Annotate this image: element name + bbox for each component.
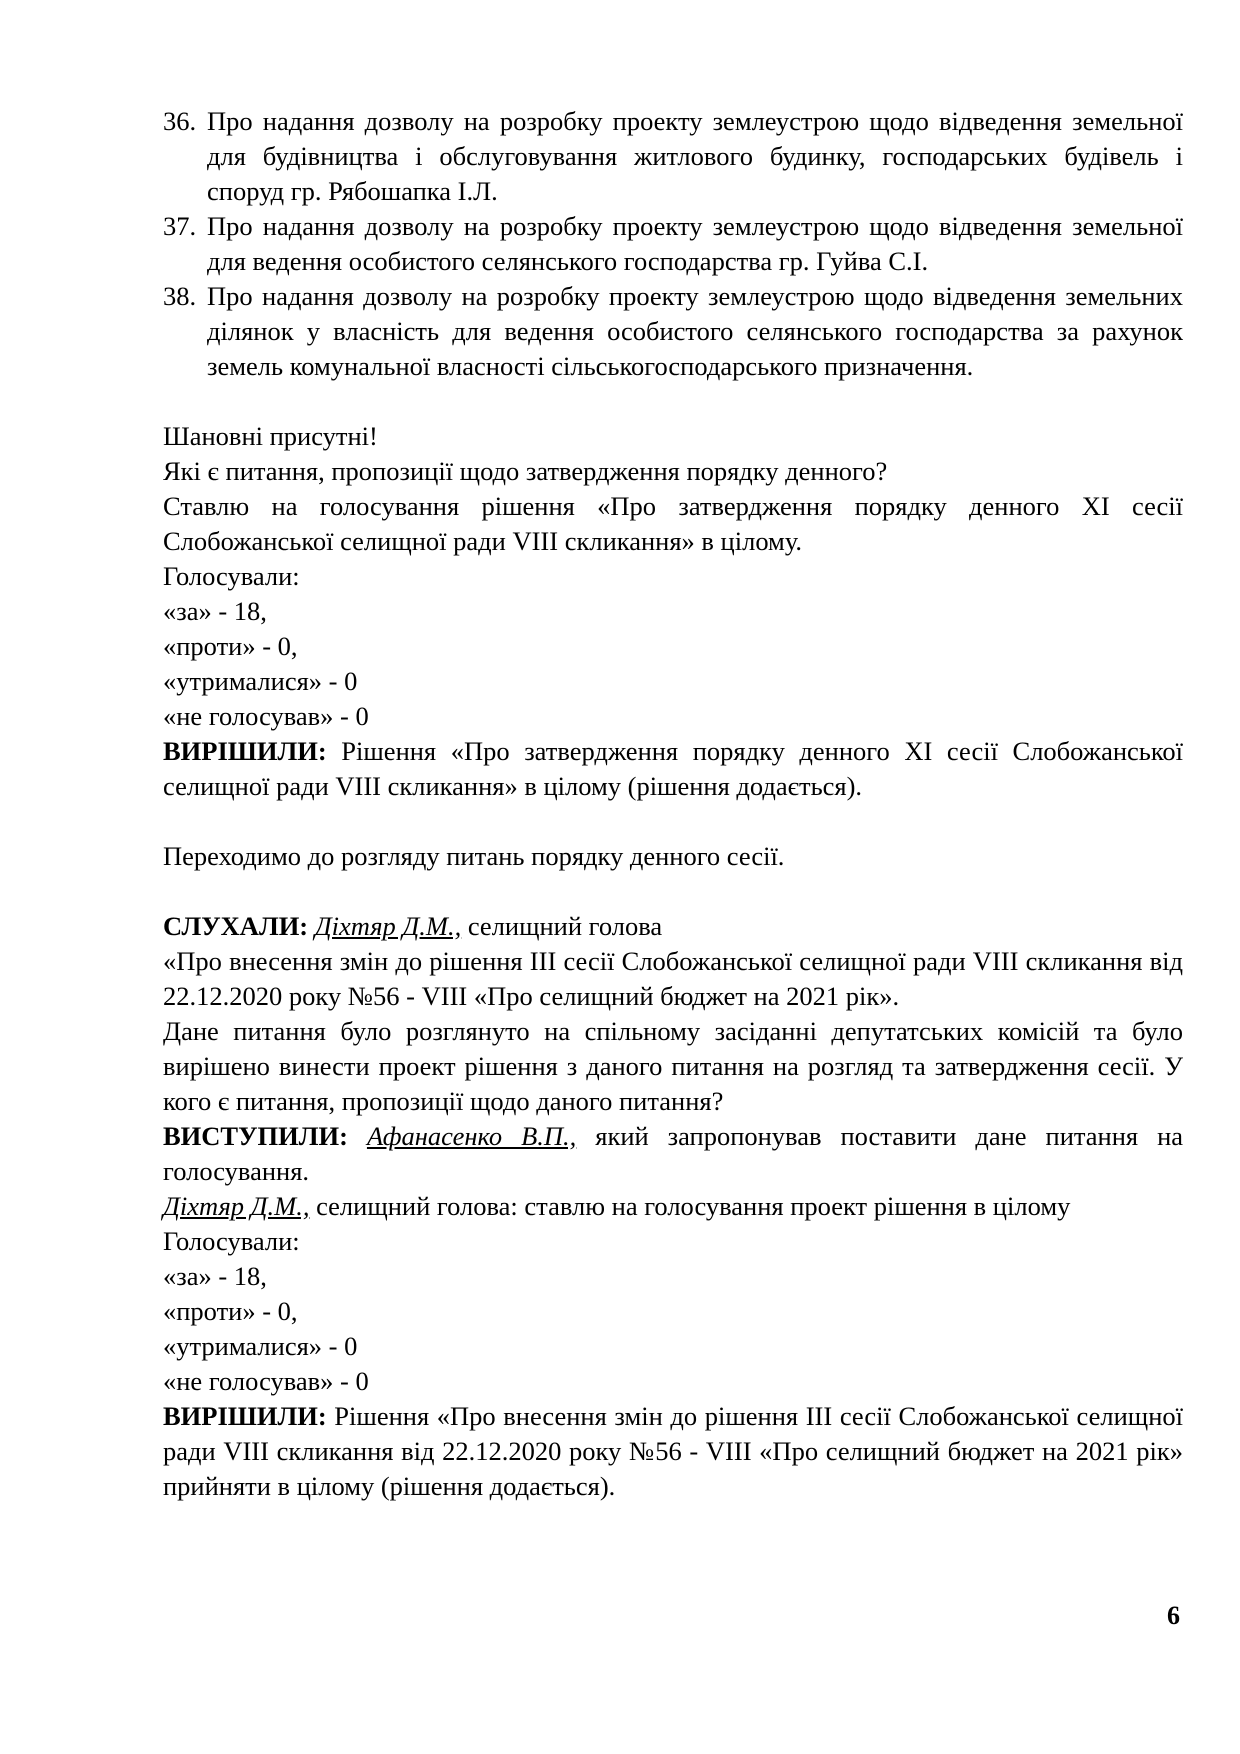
spacer xyxy=(163,804,1183,839)
vote-against: «проти» - 0, xyxy=(163,631,298,661)
decided-text: Рішення «Про затвердження порядку денного XI сесії Слобожанської селищної ради VIII скликання» в цілому (рішення додається). xyxy=(163,736,1183,801)
vote-for: «за» - 18, xyxy=(163,596,267,626)
vote-not-voted: «не голосував» - 0 xyxy=(163,1366,369,1396)
spacer xyxy=(163,384,1183,419)
spoke-line xyxy=(163,1119,1183,1189)
issue-discussion: Дане питання було розглянуто на спільному засіданні депутатських комісій та було вирішено винести проект рішення з даного питання на розгляд та затвердження сесії. У кого є питання, пропозиції щодо даного питання? xyxy=(163,1016,1183,1116)
decision xyxy=(163,734,1183,804)
item-number: 36. xyxy=(163,106,197,136)
chair-name: Діхтяр Д.М., xyxy=(163,1191,310,1221)
agenda-item-36 xyxy=(163,104,1183,209)
agenda-item-37 xyxy=(163,209,1183,279)
page-content xyxy=(163,104,1183,1504)
item-number: 38. xyxy=(163,281,197,311)
vote-against: «проти» - 0, xyxy=(163,1296,298,1326)
greeting: Шановні присутні! xyxy=(163,421,378,451)
decided-text: Рішення «Про внесення змін до рішення ІІІ сесії Слобожанської селищної ради VIII скликання від 22.12.2020 року №56 - VIII «Про селищний бюджет на 2021 рік» прийняти в цілому (рішення додається). xyxy=(163,1401,1183,1501)
vote-abstain: «утрималися» - 0 xyxy=(163,1331,358,1361)
issue-title: «Про внесення змін до рішення ІІІ сесії Слобожанської селищної ради VIII скликання від 22.12.2020 року №56 - VIII «Про селищний бюджет на 2021 рік». xyxy=(163,946,1183,1011)
chair-line xyxy=(163,1189,1183,1224)
heard-name: Діхтяр Д.М., xyxy=(314,911,462,941)
item-number: 37. xyxy=(163,211,197,241)
item-text: Про надання дозволу на розробку проекту землеустрою щодо відведення земельної для будівництва і обслуговування житлового будинку, господарських будівель і споруд гр. Рябошапка І.Л. xyxy=(207,106,1183,206)
heard-role: селищний голова xyxy=(461,911,663,941)
spoke-label: ВИСТУПИЛИ: xyxy=(163,1121,348,1151)
voted-label: Голосували: xyxy=(163,1226,300,1256)
vote-call: Ставлю на голосування рішення «Про затвердження порядку денного XI сесії Слобожанської селищної ради VIII скликання» в цілому. xyxy=(163,491,1183,556)
decision xyxy=(163,1399,1183,1504)
heard-label: СЛУХАЛИ: xyxy=(163,911,309,941)
transition-text: Переходимо до розгляду питань порядку денного сесії. xyxy=(163,841,785,871)
spacer xyxy=(163,874,1183,909)
agenda-question: Які є питання, пропозиції щодо затвердження порядку денного? xyxy=(163,456,888,486)
vote-for: «за» - 18, xyxy=(163,1261,267,1291)
page-number: 6 xyxy=(1167,1601,1180,1630)
item-text: Про надання дозволу на розробку проекту землеустрою щодо відведення земельних ділянок у власність для ведення особистого селянського господарства за рахунок земель комунальної власності сільськогосподарського призначення. xyxy=(207,281,1183,381)
heard-line xyxy=(163,909,1183,944)
chair-text: селищний голова: ставлю на голосування проект рішення в цілому xyxy=(309,1191,1071,1221)
voted-label: Голосували: xyxy=(163,561,300,591)
decided-label: ВИРІШИЛИ: xyxy=(163,1401,327,1431)
spoke-text: який запропонував поставити дане питання на голосування. xyxy=(163,1121,1184,1186)
vote-not-voted: «не голосував» - 0 xyxy=(163,701,369,731)
item-text: Про надання дозволу на розробку проекту землеустрою щодо відведення земельної для ведення особистого селянського господарства гр. Гуйва С.І. xyxy=(207,211,1183,276)
spoke-name: Афанасенко В.П., xyxy=(366,1121,577,1151)
vote-abstain: «утрималися» - 0 xyxy=(163,666,358,696)
decided-label: ВИРІШИЛИ: xyxy=(163,736,327,766)
agenda-item-38 xyxy=(163,279,1183,384)
